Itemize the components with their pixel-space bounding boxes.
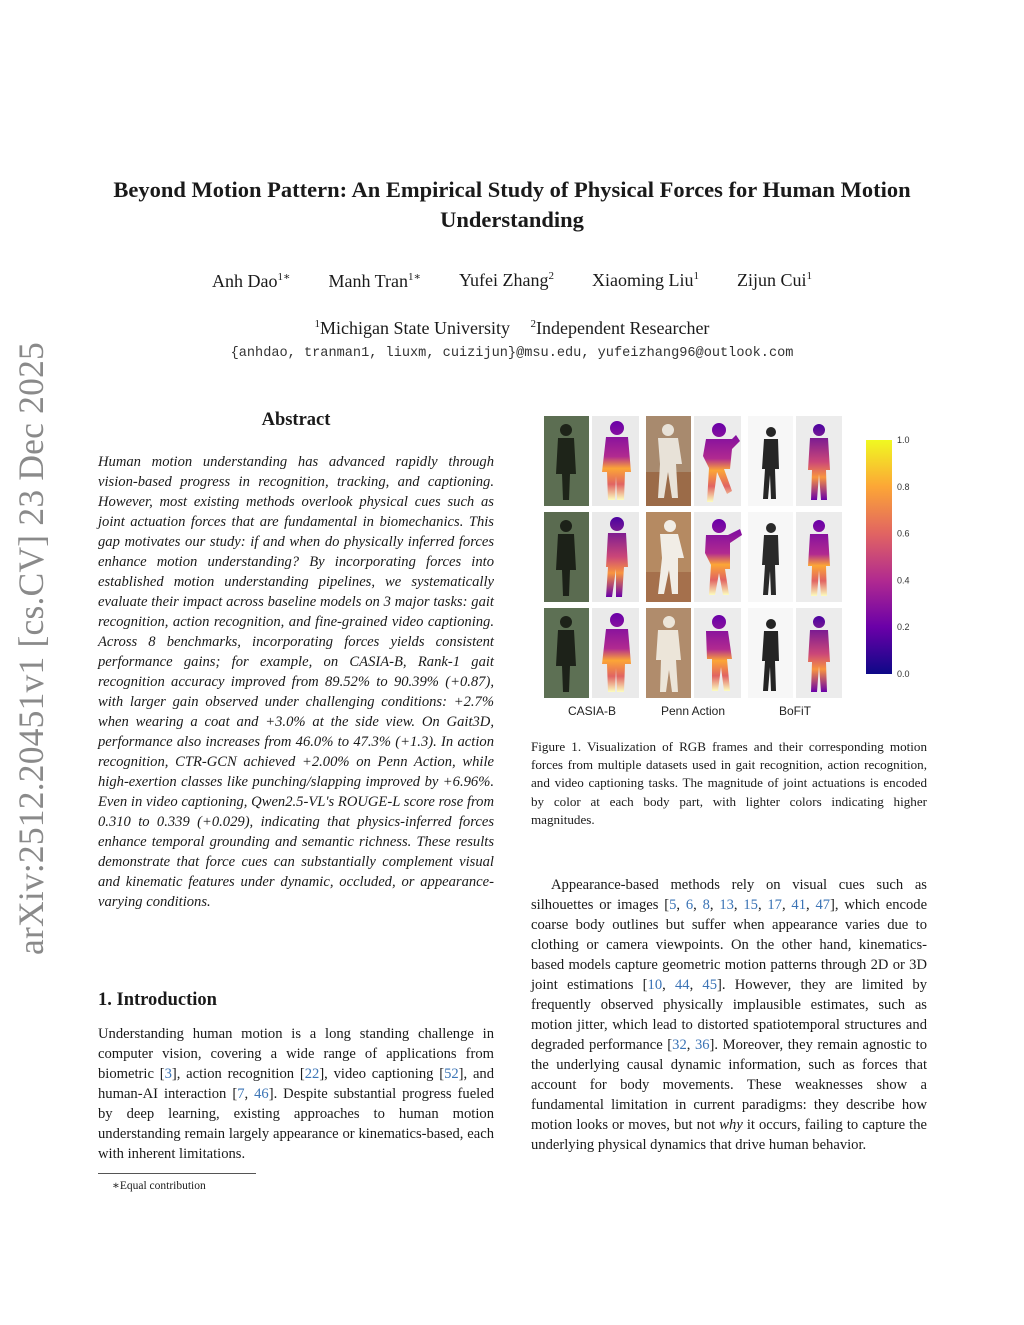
citation-link[interactable]: 5 xyxy=(669,897,677,913)
author-emails: {anhdao, tranman1, liuxm, cuizijun}@msu.edu, yufeizhang96@outlook.com xyxy=(230,346,794,361)
arxiv-stamp: arXiv:2512.20451v1 [cs.CV] 23 Dec 2025 xyxy=(11,342,51,955)
figure-1-image xyxy=(540,412,920,724)
author: Zijun Cui$^1$ xyxy=(736,270,812,290)
citation-link[interactable]: 32 xyxy=(672,1037,687,1053)
author: Yufei Zhang$^2$ xyxy=(458,270,554,290)
author: Anh Dao$^{1∗}$ xyxy=(212,271,291,291)
text-run: , xyxy=(662,977,675,993)
text-run: why xyxy=(719,1117,743,1133)
dataset-label: Penn Action xyxy=(660,704,726,718)
citation-link[interactable]: 15 xyxy=(743,897,758,913)
affiliation: $^1$Michigan State University xyxy=(314,318,511,338)
text-run: ]. However, they are limited by frequently observed physically implausible estimates, such as motion jitter, which lead to distorted spatiotemporal structures and degraded performance [ xyxy=(531,977,927,1053)
paper-title: Beyond Motion Pattern: An Empirical Study of Physical Forces for Human Motion Understanding xyxy=(113,177,911,232)
citation-link[interactable]: 52 xyxy=(444,1066,459,1082)
body-paragraph xyxy=(531,875,927,1155)
intro-paragraph xyxy=(98,1024,494,1164)
casia-column xyxy=(544,416,639,698)
text-run: Understanding human motion is a long standing challenge in computer vision, covering a wide range of applications from biometric [ xyxy=(98,1026,494,1082)
citation-link[interactable]: 44 xyxy=(674,977,690,993)
text-run: , xyxy=(689,977,703,993)
citation-link[interactable]: 36 xyxy=(694,1037,710,1053)
colorbar-tick-label: 0.2 xyxy=(897,622,910,633)
text-run: ], video captioning [ xyxy=(319,1066,445,1082)
citation-link[interactable]: 47 xyxy=(815,897,831,913)
dataset-label: CASIA-B xyxy=(567,704,617,718)
penn-action-column xyxy=(646,416,742,698)
colorbar-tick-label: 0.4 xyxy=(897,575,910,586)
colorbar-tick-label: 1.0 xyxy=(897,435,910,445)
citation-link[interactable]: 17 xyxy=(767,897,782,913)
citation-link[interactable]: 3 xyxy=(164,1066,172,1082)
citation-link[interactable]: 41 xyxy=(791,897,806,913)
text-run: ]. Moreover, they remain agnostic to the underlying causal dynamic information, such as forces that account for body movements. These weaknesses show a fundamental limitation in current paradigms: they describe how motion looks or moves, but not xyxy=(531,1037,927,1133)
text-run: , xyxy=(686,1037,695,1053)
text-run: , xyxy=(709,897,720,913)
text-run: Appearance-based methods rely on visual cues such as silhouettes or images [ xyxy=(531,877,927,913)
citation-link[interactable]: 8 xyxy=(702,897,710,913)
text-run: , xyxy=(676,897,686,913)
text-run: , xyxy=(244,1086,255,1102)
citation-link[interactable]: 45 xyxy=(702,977,718,993)
text-run: ], which encode coarse body outlines but suffer when appearance varies due to clothing or camera viewpoints. On the other hand, kinematics-based models capture geometric motion patterns through 2D or 3D joint estimations [ xyxy=(531,897,928,993)
abstract-heading: Abstract xyxy=(261,410,331,430)
text-run: ], and human-AI interaction [ xyxy=(98,1066,495,1102)
abstract-text: Human motion understanding has advanced rapidly through vision-based progress in recognition, tracking, and captioning. However, most existing methods overlook physical cues such as joint actuation forces that are fundamental in biomechanics. This gap motivates our study: if and when do physically inferred forces enhance motion understanding? By incorporating forces into established motion understanding pipelines, we systematically evaluate their impact across baseline models on 3 major tasks: gait recognition, action recognition, and fine-grained video captioning. Across 8 benchmarks, incorporating forces yields consistent performance gains; for example, on CASIA-B, Rank-1 gait recognition accuracy improved from 89.52% to 90.39% (+0.87), with larger gain observed under challenging conditions: +2.7% when wearing a coat and +3.0% at the side view. On Gait3D, performance also increases from 46.0% to 47.3% (+1.3). In action recognition, CTR-GCN achieved +2.00% on Penn Action, while high-exertion classes like punching/slapping improved by +6.96%. Even in video captioning, Qwen2.5-VL's ROUGE-L score rose from 0.310 to 0.339 (+0.029), indicating that physics-inferred forces enhance temporal grounding and semantic richness. These results demonstrate that force cues can substantially complement visual and kinematic features under dynamic, occluded, or appearance-varying conditions. xyxy=(98,454,494,910)
text-run: ]. Despite substantial progress fueled by deep learning, existing approaches to human motion understanding remain largely appearance or kinematics-based, each with inherent limitations. xyxy=(98,1086,495,1162)
bofit-column xyxy=(748,416,842,698)
text-run: it occurs, failing to capture the underlying physical dynamics that drive human behavior. xyxy=(531,1117,927,1153)
figure-1 xyxy=(540,412,920,724)
author: Xiaoming Liu$^1$ xyxy=(591,270,699,290)
affiliation: $^2$Independent Researcher xyxy=(530,318,710,338)
colorbar-tick-label: 0.0 xyxy=(897,669,910,679)
section-heading: 1. Introduction xyxy=(98,990,217,1010)
text-run: , xyxy=(733,897,744,913)
footnote: ∗Equal contribution xyxy=(112,1180,206,1192)
affiliations xyxy=(100,318,924,339)
footnote-rule xyxy=(98,1173,256,1174)
dataset-labels xyxy=(568,704,812,718)
text-run: , xyxy=(693,897,703,913)
author: Manh Tran$^{1∗}$ xyxy=(328,271,421,291)
citation-link[interactable]: 6 xyxy=(685,897,694,913)
dataset-label: BoFiT xyxy=(778,704,812,718)
citation-link[interactable]: 22 xyxy=(304,1066,320,1082)
text-run: , xyxy=(757,897,768,913)
colorbar-tick-label: 0.6 xyxy=(897,528,910,539)
citation-link[interactable]: 10 xyxy=(647,977,663,993)
citation-link[interactable]: 13 xyxy=(719,897,734,913)
colorbar-ticks xyxy=(897,435,910,679)
text-run: ], action recognition [ xyxy=(171,1066,305,1082)
author-list xyxy=(100,270,924,292)
colorbar-tick-label: 0.8 xyxy=(897,481,910,492)
figure-caption: Figure 1. Visualization of RGB frames and their corresponding motion forces from multiple datasets used in gait recognition, action recognition, and video captioning tasks. The magnitude of joint actuations is encoded by color at each body part, with lighter colors indicating higher magnitudes. xyxy=(531,739,927,827)
text-run: , xyxy=(806,897,816,913)
text-run: , xyxy=(781,897,792,913)
citation-link[interactable]: 7 xyxy=(237,1086,245,1102)
citation-link[interactable]: 46 xyxy=(254,1086,269,1102)
colorbar xyxy=(866,435,910,679)
